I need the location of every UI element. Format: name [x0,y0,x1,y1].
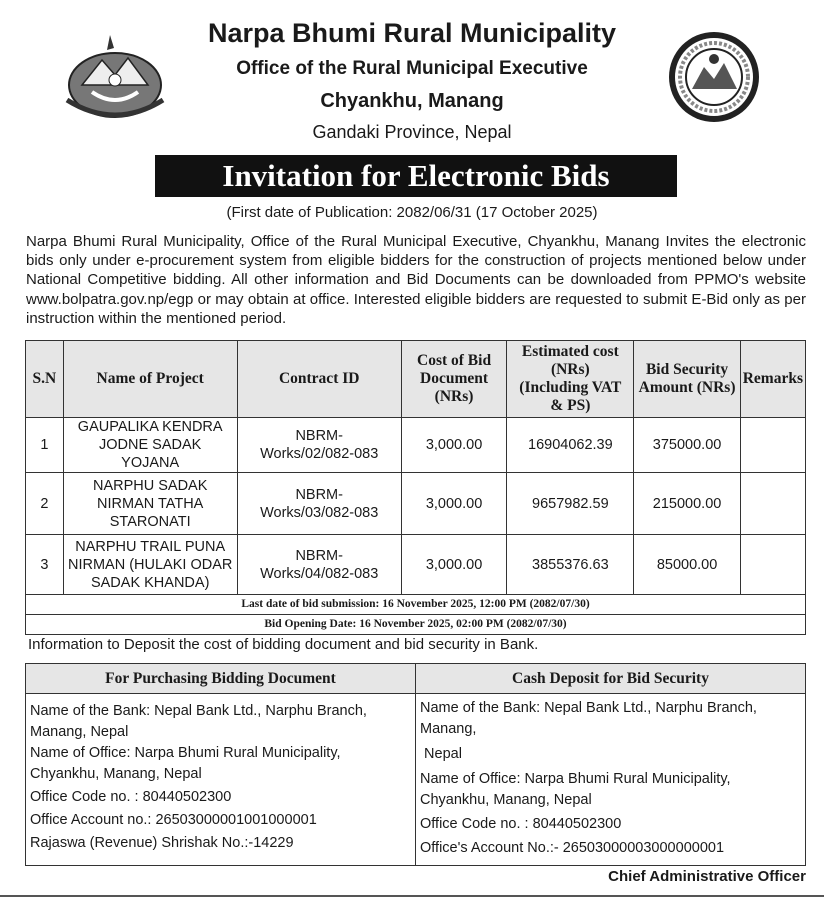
estimated-cost: 3855376.63 [507,535,634,595]
bid-security: 215000.00 [634,473,740,535]
contract-id: NBRM-Works/02/082-083 [237,418,401,473]
contract-id: NBRM-Works/03/082-083 [237,473,401,535]
estimated-cost: 9657982.59 [507,473,634,535]
col-remarks: Remarks [740,341,805,418]
sn: 2 [26,473,64,535]
col-contract-id: Contract ID [237,341,401,418]
bank-table [25,663,806,866]
table-row [26,418,806,473]
office-code: Office Code no. : 80440502300 [30,789,232,805]
purchasing-doc-header: For Purchasing Bidding Document [26,664,416,694]
office-name: Name of Office: Narpa Bhumi Rural Municipality, Chyankhu, Manang, Nepal [30,745,341,782]
bank-name: Name of the Bank: Nepal Bank Ltd., Narphu Branch, Manang, Nepal [30,703,367,740]
col-estimated-cost: Estimated cost (NRs) (Including VAT & PS) [507,341,634,418]
table-header-row [26,341,806,418]
sn: 1 [26,418,64,473]
project-name: GAUPALIKA KENDRA JODNE SADAK YOJANA [63,418,237,473]
project-name: NARPHU TRAIL PUNA NIRMAN (HULAKI ODAR SADAK KHANDA) [63,535,237,595]
project-name: NARPHU SADAK NIRMAN TATHA STARONATI [63,473,237,535]
office-account: Office Account no.: 26503000001001000001 [30,812,317,828]
col-sn: S.N [26,341,64,418]
table-row [26,473,806,535]
estimated-cost: 16904062.39 [507,418,634,473]
office-account: Office's Account No.:- 26503000003000000001 [420,840,725,856]
bid-security-header: Cash Deposit for Bid Security [416,664,806,694]
remarks [740,418,805,473]
office-name: Office of the Rural Municipal Executive [236,58,588,79]
last-submission-date: Last date of bid submission: 16 November 2025, 12:00 PM (2082/07/30) [26,595,806,615]
notice-title-banner: Invitation for Electronic Bids [155,155,677,197]
bank-info-title: Information to Deposit the cost of bidding document and bid security in Bank. [28,636,539,653]
bid-opening-date: Bid Opening Date: 16 November 2025, 02:00 PM (2082/07/30) [26,615,806,635]
col-bid-security: Bid Security Amount (NRs) [634,341,740,418]
doc-cost: 3,000.00 [401,418,506,473]
opening-date-row [26,615,806,635]
bids-table [25,340,806,635]
signatory: Chief Administrative Officer [608,868,806,885]
table-row [26,535,806,595]
publication-date: (First date of Publication: 2082/06/31 (17 October 2025) [226,204,598,221]
col-doc-cost: Cost of Bid Document (NRs) [401,341,506,418]
bottom-divider [0,895,824,897]
bank-details-row [26,694,806,866]
province: Gandaki Province, Nepal [312,122,512,142]
doc-cost: 3,000.00 [401,473,506,535]
bank-name: Name of the Bank: Nepal Bank Ltd., Narphu Branch, Manang, [420,700,757,737]
bid-security: 85000.00 [634,535,740,595]
office-location: Chyankhu, Manang [320,90,504,112]
col-project: Name of Project [63,341,237,418]
last-date-row [26,595,806,615]
bid-security-details [416,694,806,866]
purchasing-doc-details [26,694,416,866]
municipality-name: Narpa Bhumi Rural Municipality [207,18,617,48]
office-code: Office Code no. : 80440502300 [420,816,622,832]
remarks [740,535,805,595]
sn: 3 [26,535,64,595]
contract-id: NBRM-Works/04/082-083 [237,535,401,595]
bank-header-row [26,664,806,694]
bank-country: Nepal [420,746,462,762]
intro-paragraph: Narpa Bhumi Rural Municipality, Office of the Rural Municipal Executive, Chyankhu, Manang Invites the electronic bids only under e-procurement system from eligible bidders for the construction of projects mentioned below under National Competitive bidding. All other information and Bid Documents can be downloaded from PPMO's website www.bolpatra.gov.np/egp or may obtain at office. Interested eligible bidders are requested to submit E-Bid only as per instruction within the mentioned period. [26,233,806,327]
revenue-shrishak: Rajaswa (Revenue) Shrishak No.:-14229 [30,835,294,851]
office-name: Name of Office: Narpa Bhumi Rural Municipality, Chyankhu, Manang, Nepal [420,771,731,808]
doc-cost: 3,000.00 [401,535,506,595]
remarks [740,473,805,535]
bid-security: 375000.00 [634,418,740,473]
